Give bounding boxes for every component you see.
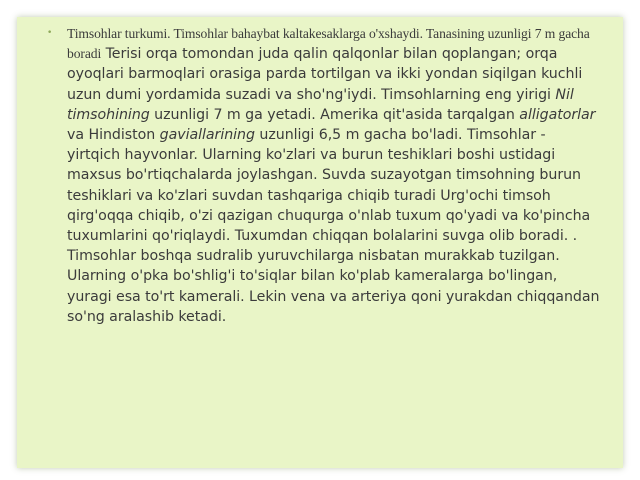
italic-alligators: alligatorlar bbox=[519, 106, 596, 123]
italic-gavials: gaviallarining bbox=[159, 127, 255, 144]
body-paragraph bbox=[67, 24, 603, 327]
paragraph-text-1: Terisi orqa tomondan juda qalin qalqonlar bilan qoplangan; orqa oyoqlari barmoqlari orasiga parda tortilgan va ikki yondan siqilgan kuchli uzun dumi yordamida suzadi va sho'ng'iydi. Timsohlarning eng yirigi bbox=[67, 46, 583, 103]
intro-serif-text: Timsohlar turkumi. Timsohlar bahaybat kaltakesaklarga o'xshaydi. Tanasining uzunligi 7 m gacha boradi bbox=[67, 26, 590, 62]
paragraph-text-3: va Hindiston bbox=[67, 127, 160, 144]
bullet-icon: • bbox=[47, 28, 53, 38]
italic-nil-crocodile: Nil timsohining bbox=[67, 86, 574, 123]
paragraph-text-4: uzunligi 6,5 m gacha bo'ladi. Timsohlar - yirtqich hayvonlar. Ularning ko'zlari va burun teshiklari boshi ustidagi maxsus bo'rtiqchalarda joylashgan. Suvda suzayotgan timsohning burun teshiklari va ko'zlari suvdan tashqariga chiqib turadi Urg'ochi timsoh qirg'oqqa chiqib, o'zi qazigan chuqurga o'nlab tuxum qo'yadi va ko'pincha tuxumlarini qo'riqlaydi. Tuxumdan chiqqan bolalarini suvga olib boradi. . Timsohlar boshqa sudralib yuruvchilarga nisbatan murakkab tuzilgan. Ularning o'pka bo'shlig'i to'siqlar bilan ko'plab kameralarga bo'lingan, yuragi esa to'rt kamerali. Lekin vena va arteriya qoni yurakdan chiqqandan so'ng aralashib ketadi. bbox=[67, 127, 600, 325]
paragraph-text-2: uzunligi 7 m ga yetadi. Amerika qit'asida tarqalgan bbox=[149, 106, 520, 123]
bullet-item bbox=[47, 24, 603, 327]
